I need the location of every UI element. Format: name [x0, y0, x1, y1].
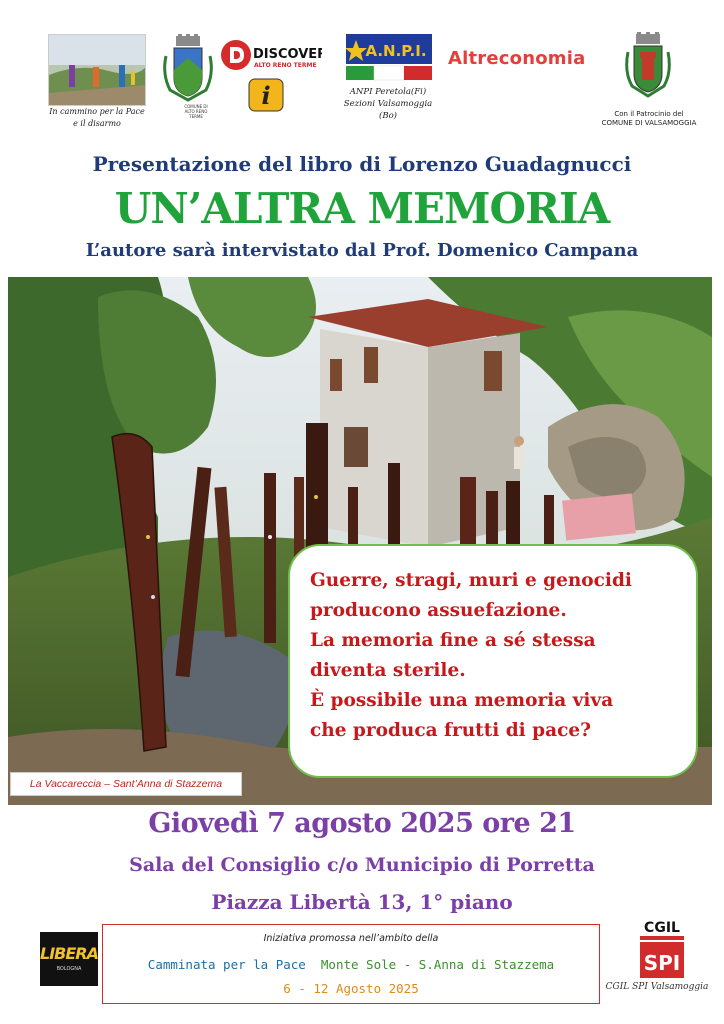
anpi-logo	[346, 34, 432, 82]
libera-subtitle: BOLOGNA	[56, 966, 82, 972]
book-title: UN’ALTRA MEMORIA	[114, 184, 610, 233]
event-place: Sala del Consiglio c/o Municipio di Porretta	[129, 854, 595, 876]
alto-reno-crest-caption: COMUNE DI ALTO RENO TERME	[184, 104, 208, 119]
quote-line: diventa sterile.	[310, 660, 466, 681]
event-date: Giovedì 7 agosto 2025 ore 21	[148, 808, 576, 839]
svg-text:CGIL: CGIL	[644, 920, 680, 936]
svg-text:A.N.P.I.: A.N.P.I.	[365, 42, 427, 60]
promo-intro: Iniziativa promossa nell’ambito della	[263, 933, 439, 944]
promo-walk-name: Camminata per la Pace	[147, 957, 306, 972]
libera-wordmark: LIBERA	[40, 944, 98, 963]
svg-text:DISCOVER: DISCOVER	[253, 47, 322, 62]
quote-box	[288, 544, 698, 778]
peace-walk-caption: In cammino per la Pace e il disarmo	[49, 107, 145, 128]
info-point-icon	[248, 78, 284, 112]
svg-text:ALTO RENO TERME: ALTO RENO TERME	[254, 62, 317, 69]
promo-dates: 6 - 12 Agosto 2025	[283, 981, 419, 996]
photo-caption: La Vaccareccia – Sant’Anna di Stazzema	[10, 772, 242, 796]
quote-line: Guerre, stragi, muri e genocidi	[310, 570, 632, 591]
alto-reno-crest-icon	[160, 34, 216, 112]
patrocinio-caption: Con il Patrocinio del COMUNE DI VALSAMOGGIA	[601, 110, 697, 127]
quote-line: È possibile una memoria viva	[310, 690, 614, 711]
peace-walk-photo-logo	[48, 34, 146, 106]
libera-logo	[40, 932, 98, 986]
svg-text:SPI: SPI	[643, 951, 681, 975]
valsamoggia-crest-icon	[624, 32, 672, 106]
quote-line: che produca frutti di pace?	[310, 720, 591, 741]
cgil-caption: CGIL SPI Valsamoggia	[605, 982, 709, 992]
discover-alto-reno-logo	[220, 38, 322, 72]
promo-route: Monte Sole - S.Anna di Stazzema	[320, 957, 555, 972]
event-address: Piazza Libertà 13, 1° piano	[211, 890, 513, 914]
altreconomia-logo: Altreconomia	[448, 48, 586, 69]
svg-text:i: i	[261, 81, 271, 110]
quote-line: La memoria fine a sé stessa	[310, 630, 596, 651]
promo-box	[102, 924, 600, 1004]
promo-walk-line	[103, 957, 599, 972]
interview-subheading: L’autore sarà intervistato dal Prof. Domenico Campana	[85, 240, 639, 261]
anpi-caption: ANPI Peretola(Fi) Sezioni Valsamoggia (Bo)	[343, 87, 433, 121]
cgil-spi-logo	[636, 918, 688, 980]
quote-line: producono assuefazione.	[310, 600, 567, 621]
presentation-heading: Presentazione del libro di Lorenzo Guadagnucci	[92, 152, 632, 176]
